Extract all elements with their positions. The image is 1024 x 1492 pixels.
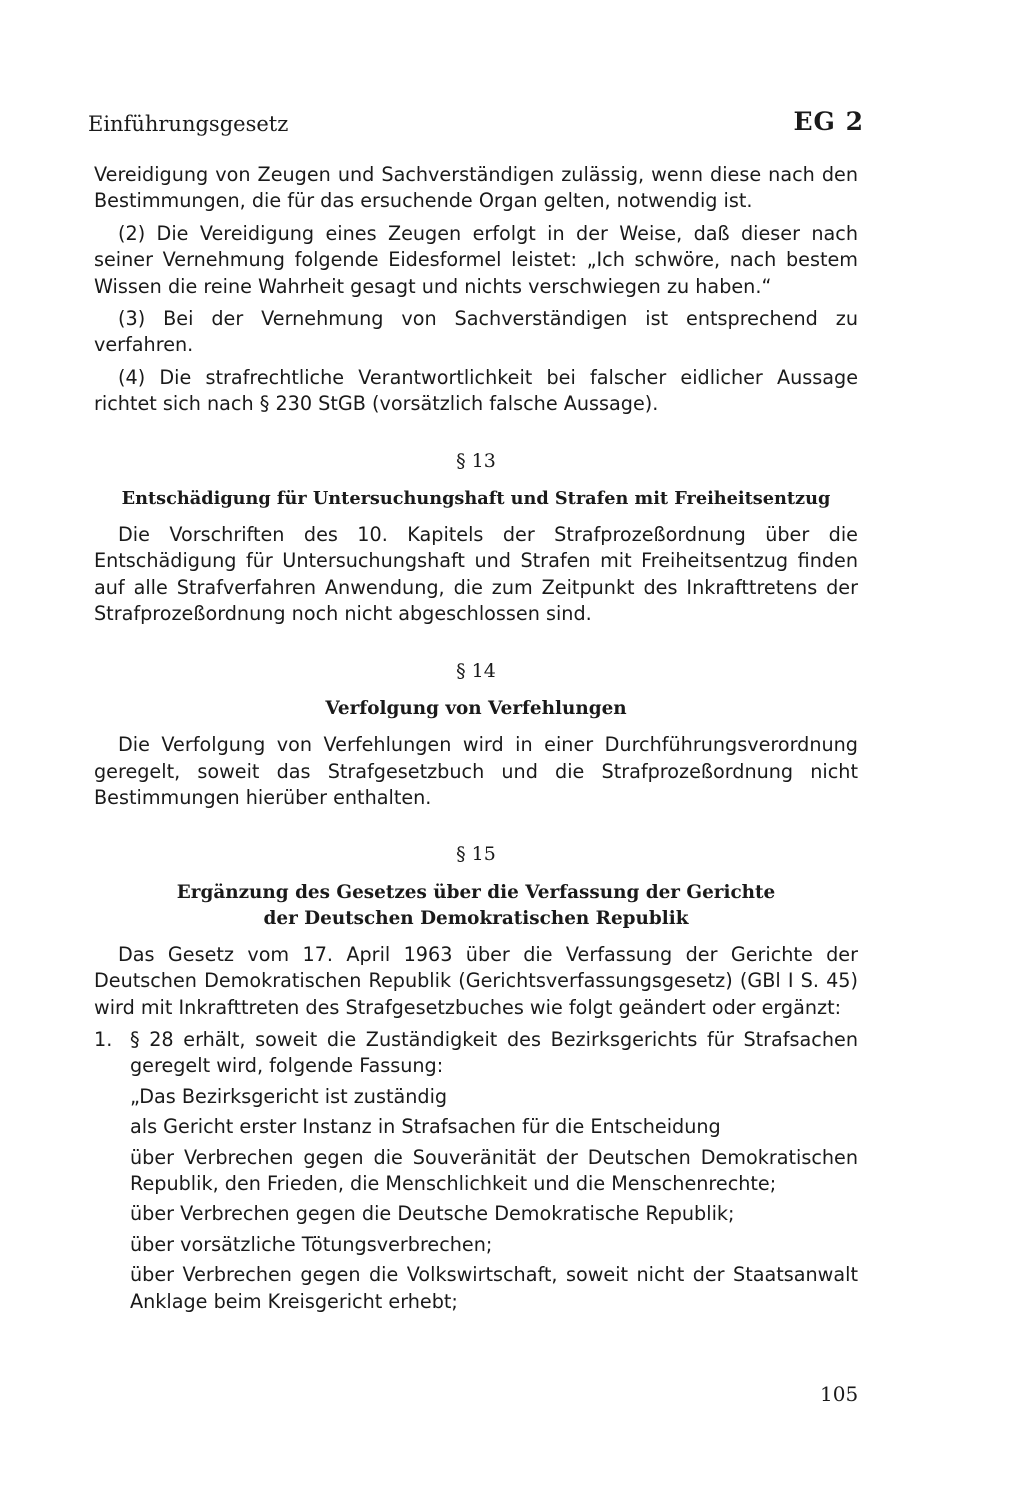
section-15-title-line-1: Ergänzung des Gesetzes über die Verfassung der Gerichte bbox=[176, 881, 776, 903]
page-header bbox=[88, 100, 864, 136]
page-number: 105 bbox=[820, 1382, 859, 1406]
section-15-title-line-2: der Deutschen Demokratischen Republik bbox=[263, 907, 689, 929]
chapter-marker: EG 2 bbox=[793, 107, 864, 136]
page-body bbox=[94, 162, 858, 1319]
section-13-title: Entschädigung für Untersuchungshaft und Strafen mit Freiheitsentzug bbox=[121, 488, 831, 510]
section-14-title: Verfolgung von Verfehlungen bbox=[325, 698, 627, 720]
list-item-text: § 28 erhält, soweit die Zuständigkeit des Bezirksgerichts für Strafsachen geregelt wird, folgende Fassung: bbox=[130, 1027, 858, 1078]
section-15-title bbox=[94, 880, 858, 932]
section-13-text: Die Vorschriften des 10. Kapitels der Strafprozeßordnung über die Entschädigung für Untersuchungshaft und Strafen mit Freiheitsentzug finden auf alle Strafverfahren Anwendung, die zum Zeitpunkt des Inkrafttretens der Strafprozeßordnung noch nicht abgeschlossen sind. bbox=[94, 523, 858, 626]
paragraph-4: (4) Die strafrechtliche Verantwortlichkeit bei falscher eidlicher Aussage richtet sich nach § 230 StGB (vorsätzlich falsche Aussage). bbox=[94, 365, 858, 416]
list-item-number: 1. bbox=[94, 1027, 113, 1051]
section-14-text: Die Verfolgung von Verfehlungen wird in einer Durchführungsverordnung geregelt, soweit das Strafgesetzbuch und die Strafprozeßordnung nicht Bestimmungen hierüber enthalten. bbox=[94, 733, 858, 809]
section-15-number: § 15 bbox=[456, 843, 496, 866]
quote-line-3: über Verbrechen gegen die Souveränität der Deutschen Demokratischen Republik, den Frieden, die Menschlichkeit und die Menschenrechte; bbox=[130, 1145, 858, 1195]
section-14-number: § 14 bbox=[456, 659, 496, 682]
list-item-1 bbox=[94, 1027, 858, 1315]
paragraph-3: (3) Bei der Vernehmung von Sachverständigen ist entsprechend zu verfahren. bbox=[94, 307, 858, 357]
section-13-number: § 13 bbox=[456, 449, 496, 472]
section-15-text: Das Gesetz vom 17. April 1963 über die Verfassung der Gerichte der Deutschen Demokratischen Republik (Gerichtsverfassungsgesetz) (GBl I S. 45) wird mit Inkrafttreten des Strafgesetzbuches wie folgt geändert oder ergänzt: bbox=[94, 942, 858, 1019]
quote-line-4: über Verbrechen gegen die Deutsche Demokratische Republik; bbox=[130, 1202, 735, 1226]
quote-line-1: „Das Bezirksgericht ist zuständig bbox=[130, 1084, 448, 1108]
quoted-provision bbox=[130, 1084, 858, 1315]
paragraph-2: (2) Die Vereidigung eines Zeugen erfolgt in der Weise, daß dieser nach seiner Vernehmung folgende Eidesformel leistet: „Ich schwöre, nach bestem Wissen die reine Wahrheit gesagt und nichts verschwiegen zu haben.“ bbox=[94, 221, 858, 298]
quote-line-6: über Verbrechen gegen die Volkswirtschaft, soweit nicht der Staatsanwalt Anklage beim Kreisgericht erhebt; bbox=[130, 1263, 858, 1313]
paragraph-continued: Vereidigung von Zeugen und Sachverständigen zulässig, wenn diese nach den Bestimmungen, die für das ersuchende Organ gelten, notwendig ist. bbox=[94, 163, 858, 213]
quote-line-2: als Gericht erster Instanz in Strafsachen für die Entscheidung bbox=[130, 1115, 721, 1139]
running-title: Einführungsgesetz bbox=[88, 112, 289, 136]
quote-line-5: über vorsätzliche Tötungsverbrechen; bbox=[130, 1232, 493, 1256]
